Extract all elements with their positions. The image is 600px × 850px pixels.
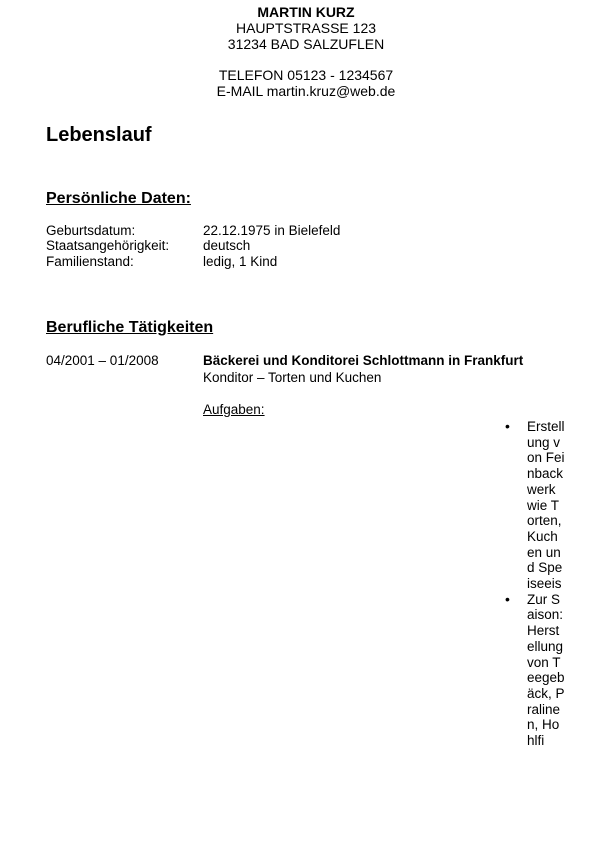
- address-city: 31234 BAD SALZUFLEN: [227, 36, 385, 52]
- applicant-name: MARTIN KURZ: [257, 4, 355, 20]
- row-label: Geburtsdatum:: [46, 223, 136, 238]
- task-text: Erstellung von Feinbackwerk wie Torten, Kuchen und Speiseeis: [527, 419, 565, 592]
- task-item: [505, 592, 600, 749]
- job-tasks-list: [505, 419, 600, 850]
- document-title: Lebenslauf: [46, 124, 152, 146]
- task-item: [505, 419, 600, 592]
- bullet-icon: •: [505, 590, 510, 607]
- row-label: Staatsangehörigkeit:: [46, 238, 170, 253]
- task-text: Zur Saison: Herstellung von Teegebäck, Pralinen, Hohlfi: [527, 591, 565, 749]
- phone-number: TELEFON 05123 - 1234567: [218, 67, 394, 83]
- row-value: ledig, 1 Kind: [203, 254, 278, 269]
- personal-data-row: [46, 223, 586, 239]
- job-tasks-label: Aufgaben:: [203, 402, 265, 417]
- row-value: 22.12.1975 in Bielefeld: [203, 223, 341, 238]
- bullet-icon: •: [505, 419, 510, 434]
- section-heading-work-experience: Berufliche Tätigkeiten: [46, 319, 214, 336]
- row-label: Familienstand:: [46, 254, 134, 269]
- address-street: HAUPTSTRASSE 123: [235, 20, 377, 36]
- email-address: E-MAIL martin.kruz@web.de: [216, 83, 396, 99]
- job-role: Konditor – Torten und Kuchen: [203, 370, 382, 385]
- section-heading-personal-data: Persönliche Daten:: [46, 190, 191, 207]
- job-period: 04/2001 – 01/2008: [46, 353, 159, 368]
- personal-data-row: [46, 254, 586, 270]
- row-value: deutsch: [203, 238, 251, 253]
- job-employer: Bäckerei und Konditorei Schlottmann in Frankfurt: [203, 353, 524, 368]
- personal-data-row: [46, 238, 586, 254]
